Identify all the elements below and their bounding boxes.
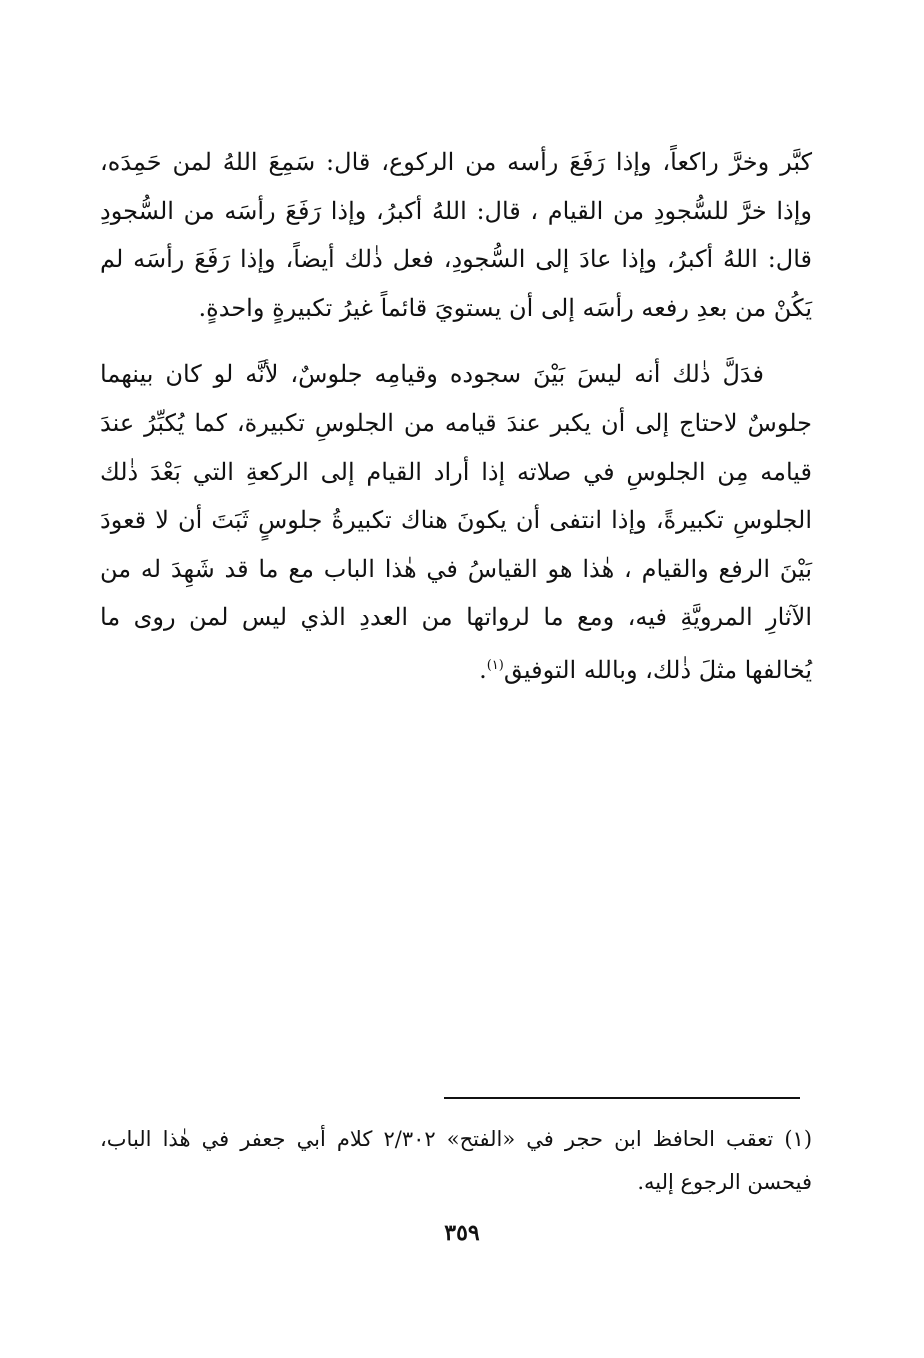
footnotes [100, 1118, 812, 1204]
paragraph-2 [100, 350, 812, 694]
footnote-reference[interactable]: (١) [486, 657, 504, 673]
paragraph-1 [100, 138, 812, 332]
main-text [100, 138, 812, 695]
paragraph-indent [764, 360, 812, 388]
footnote-separator [444, 1097, 800, 1099]
paragraph-1-text: كبَّر وخرَّ راكعاً، وإذا رَفَعَ رأسه من الركوع، قال: سَمِعَ اللهُ لمن حَمِدَه، وإذا خرَّ للسُّجودِ من القيام ، قال: اللهُ أكبرُ، وإذا رَفَعَ رأسَه من السُّجودِ قال: اللهُ أكبرُ، وإذا عادَ إلى السُّجودِ، فعل ذٰلك أيضاً، وإذا رَفَعَ رأسَه لم يَكُنْ من بعدِ رفعه رأسَه إلى أن يستويَ قائماً غيرُ تكبيرةٍ واحدةٍ. [100, 148, 812, 322]
footnote-1: (١) تعقب الحافظ ابن حجر في «الفتح» ٢/٣٠٢ كلام أبي جعفر في هٰذا الباب، فيحسن الرجوع إليه. [100, 1127, 813, 1194]
paragraph-2-text: فدَلَّ ذٰلك أنه ليسَ بَيْنَ سجوده وقيامِه جلوسٌ، لأنَّه لو كان بينهما جلوسٌ لاحتاج إلى أن يكبر عندَ قيامه من الجلوسِ تكبيرة، كما يُكبِّرُ عندَ قيامه مِن الجلوسِ في صلاته إذا أراد القيام إلى الركعةِ التي بَعْدَ ذٰلك الجلوسِ تكبيرةً، وإذا انتفى أن يكونَ هناك تكبيرةُ جلوسٍ ثَبَتَ أن لا قعودَ بَيْنَ الرفع والقيام ، هٰذا هو القياسُ في هٰذا الباب مع ما قد شَهِدَ له من الآثارِ المرويَّةِ فيه، ومع ما لرواتها من العددِ الذي ليس لمن روى ما يُخالفها مثلَ ذٰلك، وبالله التوفيق [100, 360, 812, 684]
page-number: ٣٥٩ [444, 1220, 480, 1246]
closing-period: . [479, 655, 487, 684]
